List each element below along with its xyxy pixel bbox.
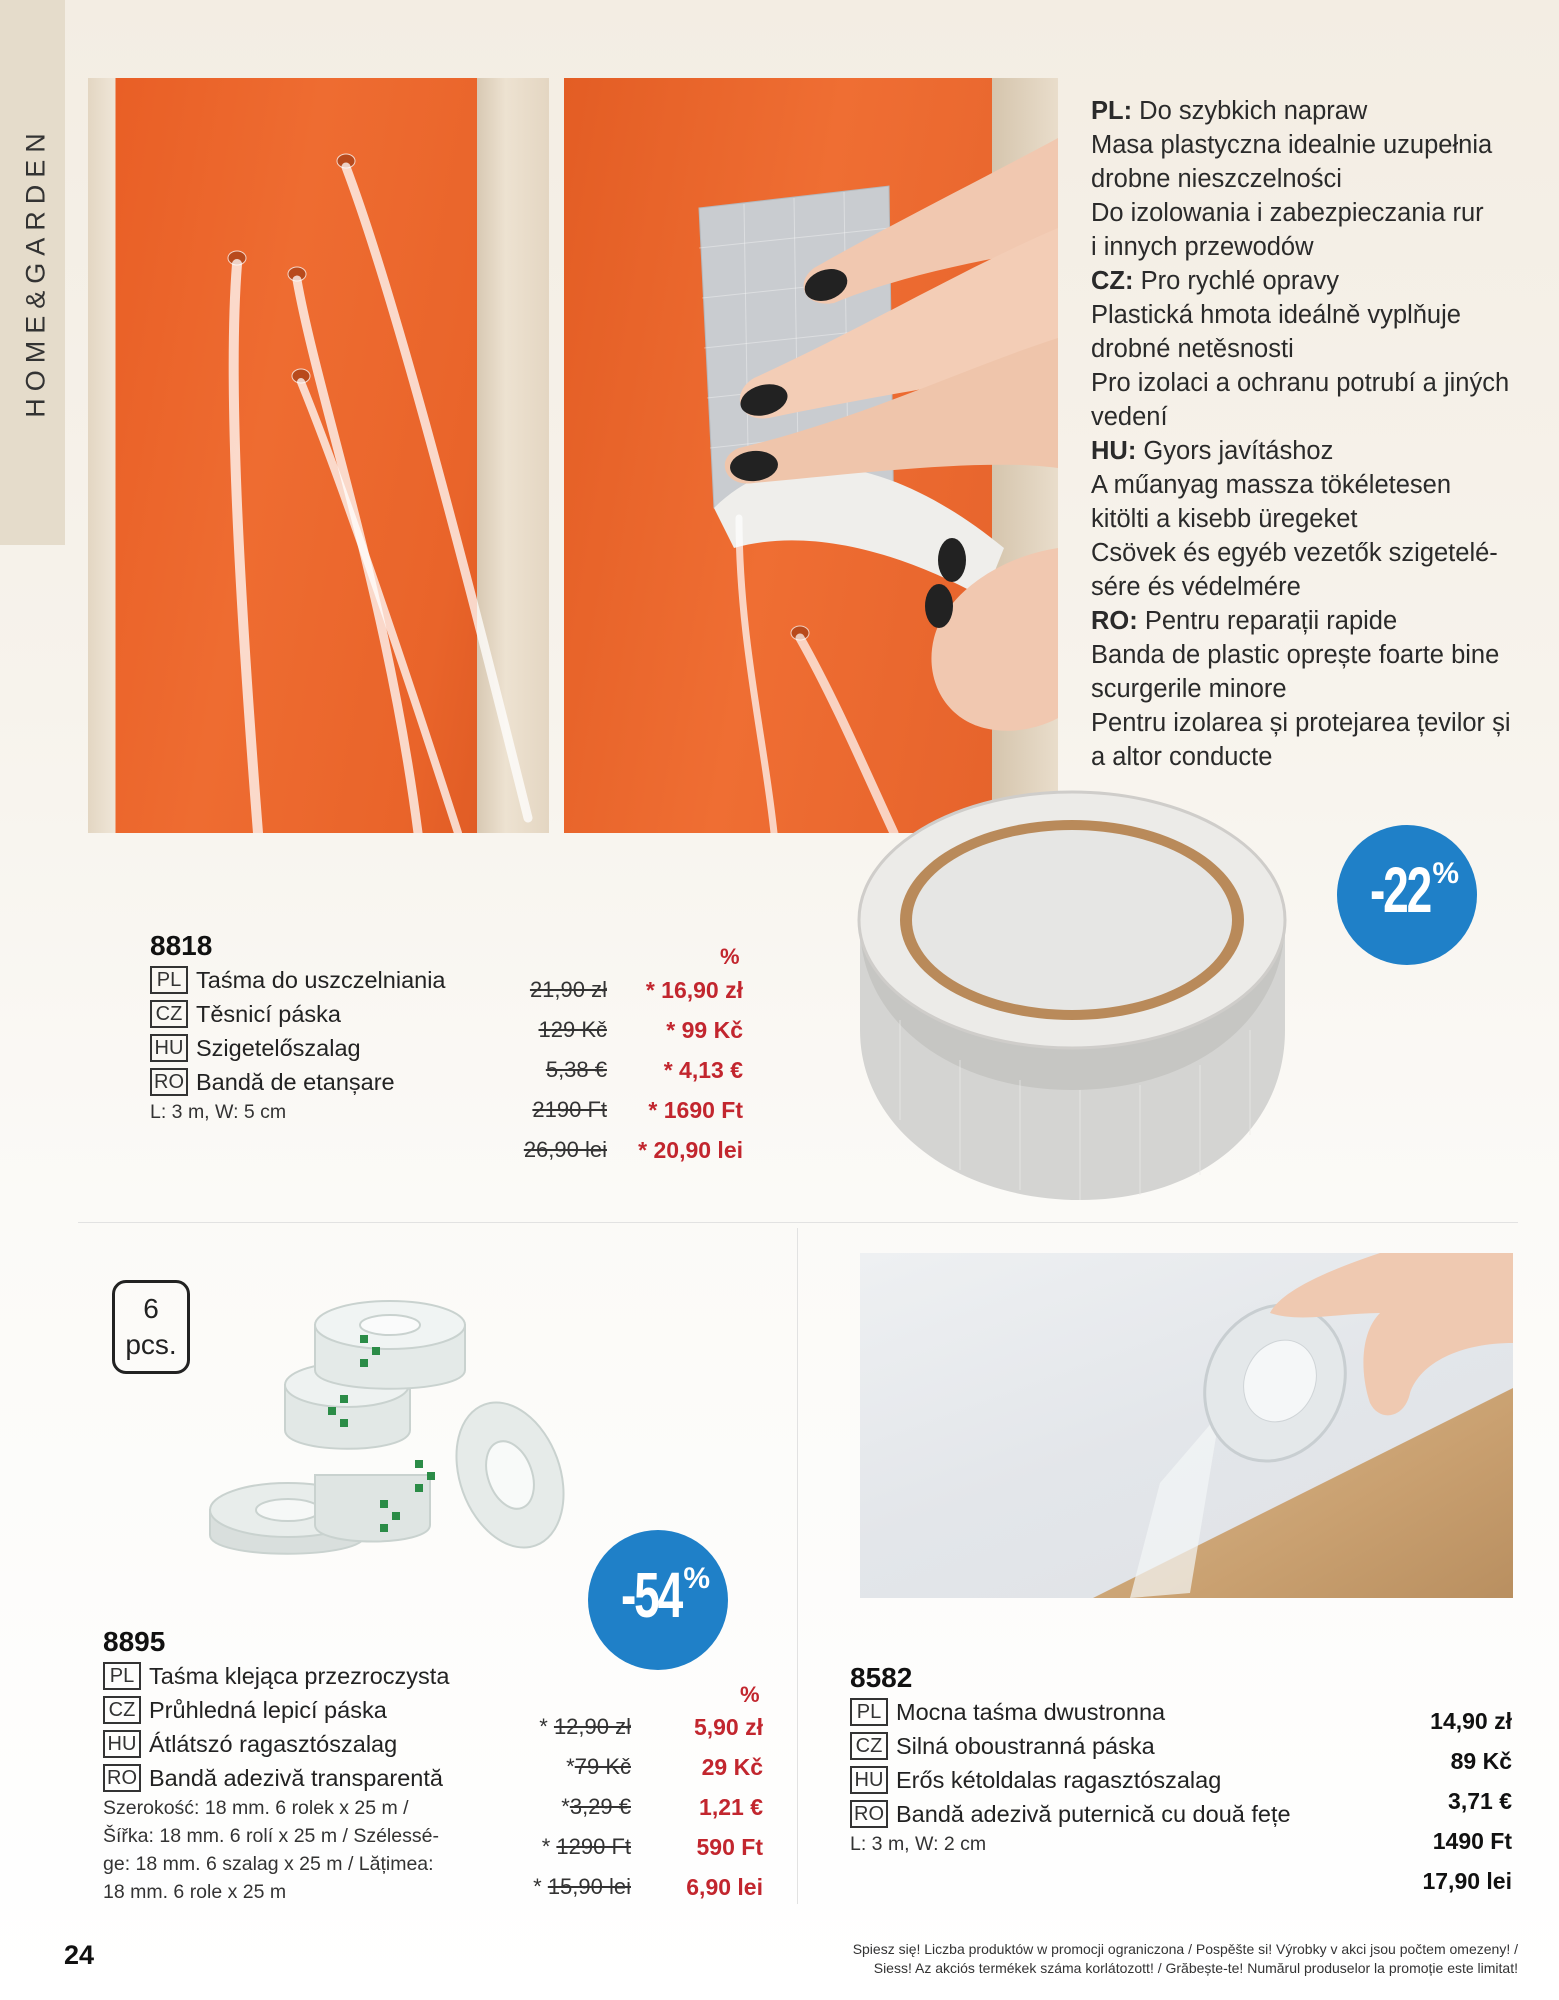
discount-badge-8818 <box>1337 825 1477 965</box>
old-price: *79 Kč <box>566 1754 631 1779</box>
product-name-row <box>150 1034 361 1062</box>
pack-quantity-unit: pcs. <box>125 1329 177 1360</box>
pack-quantity-badge <box>112 1280 190 1374</box>
leaking-pipe-photo <box>88 78 549 833</box>
description-line: vedení <box>1091 403 1168 431</box>
lang-tag: CZ <box>850 1732 888 1760</box>
page-number: 24 <box>64 1940 95 1970</box>
discount-value: -54 <box>620 1559 682 1631</box>
transparent-tape-rolls-image <box>200 1285 580 1605</box>
lang-tag: HU <box>150 1034 188 1062</box>
product-name-row <box>103 1764 443 1792</box>
product-name: Bandă adezivă puternică cu două fețe <box>896 1800 1291 1827</box>
footer-note-line: Siess! Az akciós termékek száma korlátozott! / Grăbește-te! Numărul produselor la promoție este limitat! <box>873 1960 1518 1976</box>
promo-price: * 20,90 lei <box>638 1137 743 1163</box>
column-divider <box>797 1228 798 1904</box>
description-line: kitölti a kisebb üregeket <box>1091 505 1358 533</box>
promo-price: 1,21 € <box>699 1794 763 1820</box>
product-name-row <box>103 1696 387 1724</box>
old-price: * 15,90 lei <box>533 1874 631 1899</box>
old-price: * 1290 Ft <box>541 1834 631 1859</box>
old-price: 26,90 lei <box>523 1137 607 1162</box>
lang-tag: RO <box>103 1764 141 1792</box>
promo-price: 590 Ft <box>696 1834 763 1860</box>
description-line: Pentru izolarea și protejarea țevilor și <box>1091 709 1511 737</box>
sealing-tape-roll-image <box>840 790 1300 1230</box>
footer-note-line: Spiesz się! Liczba produktów w promocji ograniczona / Pospěšte si! Výrobky v akci jsou počtem omezeny! / <box>852 1941 1518 1957</box>
product-name: Těsnicí páska <box>196 1000 341 1027</box>
lang-tag: PL <box>103 1662 141 1690</box>
old-price: * 12,90 zł <box>539 1714 631 1739</box>
promo-price: 29 Kč <box>701 1754 763 1780</box>
discount-percent-sign: % <box>1432 857 1459 890</box>
description-line: i innych przewodów <box>1091 233 1314 261</box>
product-name: Taśma do uszczelniania <box>196 966 446 993</box>
product-code-8895: 8895 <box>103 1626 166 1657</box>
promo-price: 6,90 lei <box>686 1874 763 1900</box>
tape-application-photo <box>564 78 1058 833</box>
description-line: drobné netěsnosti <box>1091 335 1294 363</box>
lang-tag: HU <box>103 1730 141 1758</box>
lang-tag: RO <box>150 1068 188 1096</box>
description-line: Pro rychlé opravy <box>1140 267 1339 295</box>
description-line: Csövek és egyéb vezetők szigetelé- <box>1091 539 1498 567</box>
description-line: Do izolowania i zabezpieczania rur <box>1091 199 1484 227</box>
lang-tag: PL <box>150 966 188 994</box>
description-line: Pentru reparații rapide <box>1144 607 1398 635</box>
description-line: Masa plastyczna idealnie uzupełnia <box>1091 131 1493 159</box>
section-strip <box>0 0 65 545</box>
description-line: Gyors javításhoz <box>1143 437 1334 465</box>
product-name-row <box>150 1068 395 1096</box>
description-line: Banda de plastic oprește foarte bine <box>1091 641 1500 669</box>
discount-value: -22 <box>1369 854 1431 926</box>
section-divider <box>78 1222 1518 1223</box>
hand-with-tape-illustration <box>564 78 1058 833</box>
product-spec <box>103 1794 439 1906</box>
product-spec-line: Šířka: 18 mm. 6 rolí x 25 m / Szélessé- <box>103 1825 439 1847</box>
description-lang-pl: PL: <box>1091 97 1133 125</box>
product-spec-line: ge: 18 mm. 6 szalag x 25 m / Lățimea: <box>103 1853 434 1875</box>
price: 3,71 € <box>1448 1788 1512 1814</box>
old-price: *3,29 € <box>561 1794 631 1819</box>
discount-badge-8895 <box>588 1530 728 1670</box>
lang-tag: PL <box>850 1698 888 1726</box>
product-spec: L: 3 m, W: 5 cm <box>150 1101 287 1123</box>
old-price: 129 Kč <box>538 1017 607 1042</box>
product-name: Szigetelőszalag <box>196 1034 361 1061</box>
promo-percent-mark: % <box>740 1682 760 1707</box>
product-name-row <box>850 1766 1221 1794</box>
product-name-row <box>850 1800 1291 1828</box>
price: 1490 Ft <box>1432 1828 1512 1854</box>
product-spec: L: 3 m, W: 2 cm <box>850 1833 987 1855</box>
product-name: Mocna taśma dwustronna <box>896 1698 1166 1725</box>
product-name: Bandă de etanșare <box>196 1068 395 1095</box>
old-price: 2190 Ft <box>532 1097 607 1122</box>
water-jets-illustration <box>88 78 549 833</box>
product-code-8818: 8818 <box>150 930 213 961</box>
product-name-row <box>150 966 446 994</box>
product-description <box>1091 94 1531 774</box>
lang-tag: RO <box>850 1800 888 1828</box>
promo-price: * 4,13 € <box>663 1057 743 1083</box>
lang-tag: CZ <box>103 1696 141 1724</box>
promo-price: * 1690 Ft <box>648 1097 743 1123</box>
old-price: 5,38 € <box>545 1057 607 1082</box>
pack-quantity-value: 6 <box>143 1293 159 1324</box>
product-name: Erős kétoldalas ragasztószalag <box>896 1766 1222 1793</box>
double-sided-tape-photo <box>860 1253 1513 1598</box>
description-line: Plastická hmota ideálně vyplňuje <box>1091 301 1461 329</box>
promo-price: * 99 Kč <box>666 1017 743 1043</box>
product-name-row <box>850 1732 1155 1760</box>
description-line: Do szybkich napraw <box>1139 97 1368 125</box>
description-line: Pro izolaci a ochranu potrubí a jiných <box>1091 369 1510 397</box>
product-spec-line: Szerokość: 18 mm. 6 rolek x 25 m / <box>103 1797 409 1819</box>
lang-tag: CZ <box>150 1000 188 1028</box>
description-line: drobne nieszczelności <box>1091 165 1342 193</box>
description-lang-hu: HU: <box>1091 437 1137 465</box>
old-price: 21,90 zł <box>529 977 607 1002</box>
product-name: Bandă adezivă transparentă <box>149 1764 443 1791</box>
description-line: sére és védelmére <box>1091 573 1301 601</box>
description-line: scurgerile minore <box>1091 675 1287 703</box>
product-name-row <box>103 1662 449 1690</box>
product-name-row <box>850 1698 1165 1726</box>
product-code-8582: 8582 <box>850 1662 913 1693</box>
product-name: Silná oboustranná páska <box>896 1732 1155 1759</box>
section-label: HOME&GARDEN <box>20 126 51 418</box>
price: 89 Kč <box>1450 1748 1512 1774</box>
description-lang-cz: CZ: <box>1091 267 1134 295</box>
description-line: a altor conducte <box>1091 743 1273 771</box>
promo-limit-note <box>758 1940 1518 1978</box>
product-spec-line: 18 mm. 6 role x 25 m <box>103 1881 287 1903</box>
price: 17,90 lei <box>1422 1868 1512 1894</box>
discount-percent-sign: % <box>683 1562 710 1595</box>
description-lang-ro: RO: <box>1091 607 1138 635</box>
description-line: A műanyag massza tökéletesen <box>1091 471 1452 499</box>
product-name-row <box>150 1000 341 1028</box>
promo-price: * 16,90 zł <box>645 977 743 1003</box>
product-name: Átlátszó ragasztószalag <box>149 1730 398 1757</box>
product-name: Průhledná lepicí páska <box>149 1696 387 1723</box>
promo-price: 5,90 zł <box>693 1714 763 1740</box>
promo-percent-mark: % <box>720 944 740 969</box>
product-name: Taśma klejąca przezroczysta <box>149 1662 450 1689</box>
lang-tag: HU <box>850 1766 888 1794</box>
product-name-row <box>103 1730 397 1758</box>
price: 14,90 zł <box>1430 1708 1512 1734</box>
